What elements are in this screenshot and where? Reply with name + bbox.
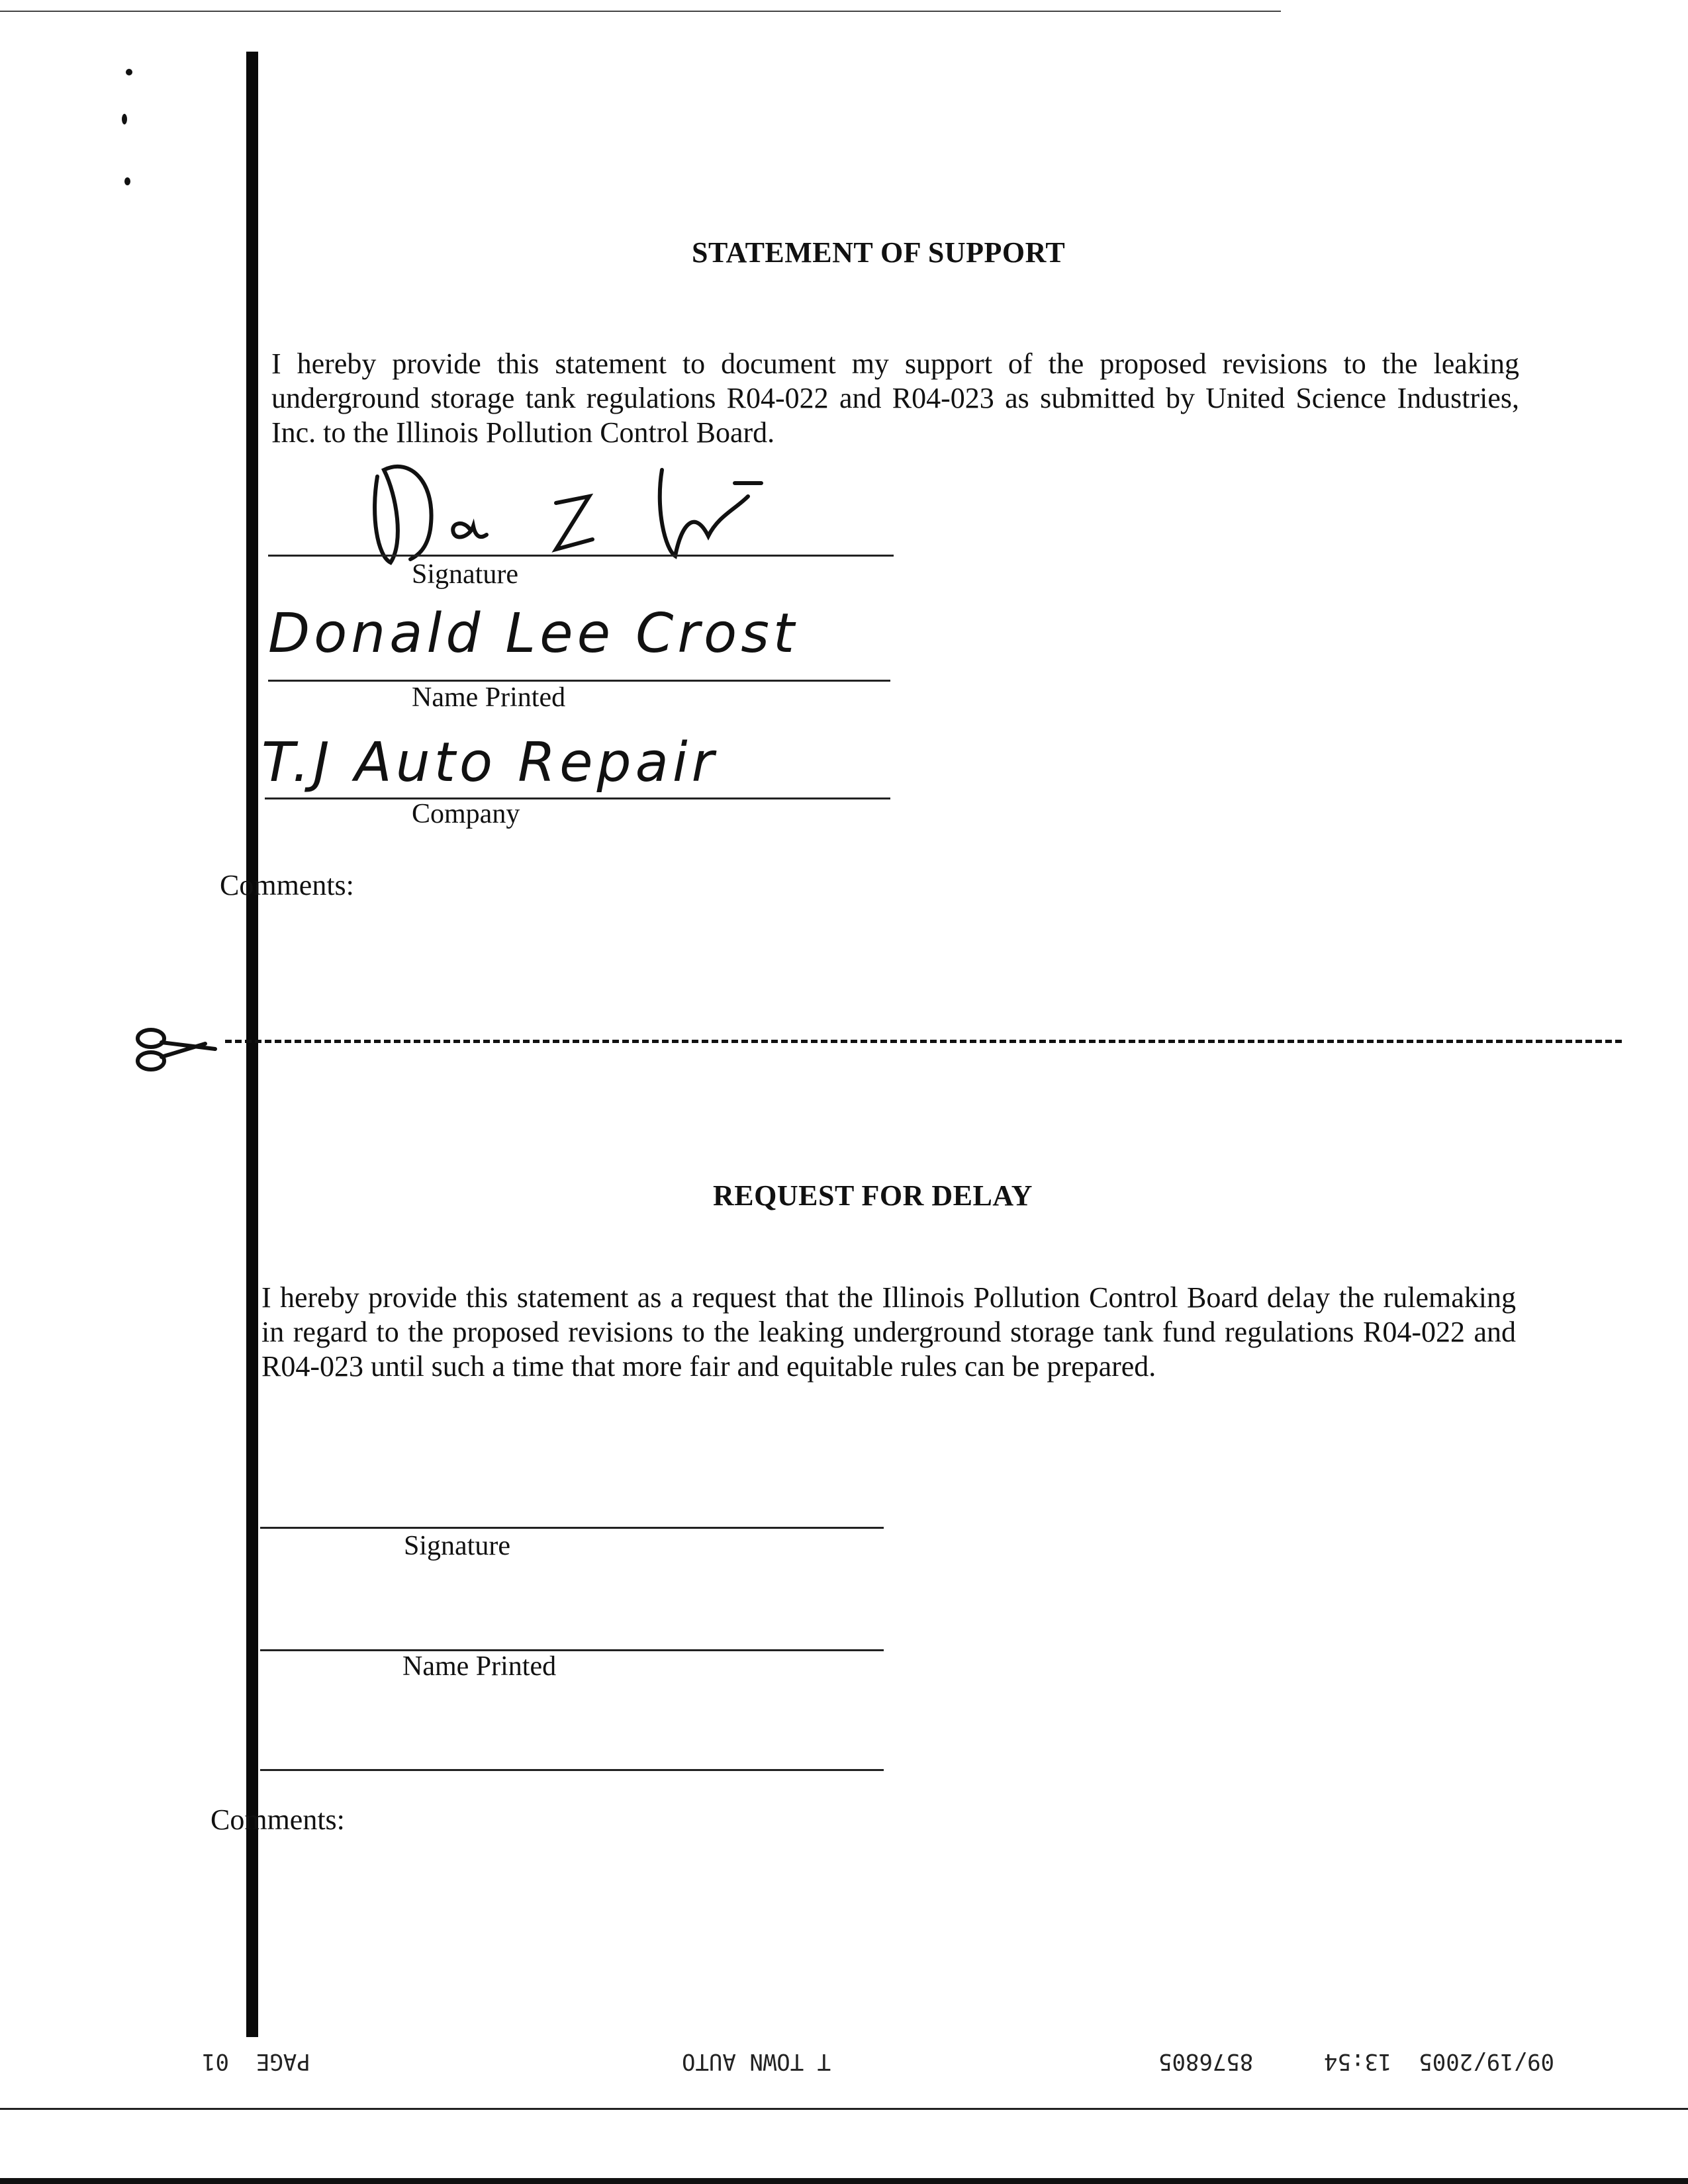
support-name-value: Donald Lee Crost — [268, 602, 799, 665]
fax-datetime: 09/19/2005 13:54 — [1324, 2048, 1554, 2075]
delay-title: REQUEST FOR DELAY — [713, 1179, 1033, 1212]
cut-dashed-line — [225, 1040, 1622, 1043]
support-company-label: Company — [412, 799, 520, 829]
fax-number: 8576805 — [1158, 2048, 1254, 2075]
speck — [122, 114, 127, 124]
speck — [126, 69, 132, 75]
support-signature-line — [268, 555, 894, 557]
delay-name-line — [260, 1649, 884, 1651]
delay-comments-label: Comments: — [211, 1803, 345, 1836]
delay-signature-label: Signature — [404, 1531, 510, 1561]
bottom-rule — [0, 2108, 1688, 2110]
support-name-line — [268, 680, 890, 682]
speck — [124, 177, 130, 185]
scissors-icon — [132, 1023, 218, 1075]
support-signature-label: Signature — [412, 559, 518, 590]
left-fax-bar — [246, 52, 258, 2037]
delay-signature-line — [260, 1527, 884, 1529]
fax-page: PAGE 01 — [202, 2048, 310, 2075]
bottom-edge — [0, 2178, 1688, 2184]
top-rule — [0, 11, 1281, 12]
delay-paragraph: I hereby provide this statement as a request that the Illinois Pollution Control Board delay the rulemaking in regard to the proposed revisions to the leaking underground storage tank fund regulations R04-022 and R04-023 until such a time that more fair and equitable rules can be prepared. — [261, 1281, 1516, 1383]
delay-name-label: Name Printed — [402, 1651, 557, 1682]
support-paragraph: I hereby provide this statement to document my support of the proposed revisions to the leaking underground storage tank regulations R04-022 and R04-023 as submitted by United Science Industries, Inc. to the Illinois Pollution Control Board. — [271, 347, 1519, 449]
support-company-line — [265, 797, 890, 799]
support-company-value: T.J Auto Repair — [261, 731, 718, 794]
support-comments-label: Comments: — [220, 869, 354, 901]
support-title: STATEMENT OF SUPPORT — [692, 236, 1066, 269]
support-name-label: Name Printed — [412, 682, 566, 713]
delay-company-line — [260, 1769, 884, 1771]
fax-sender: T TOWN AUTO — [682, 2048, 831, 2075]
handwritten-signature — [364, 457, 827, 576]
